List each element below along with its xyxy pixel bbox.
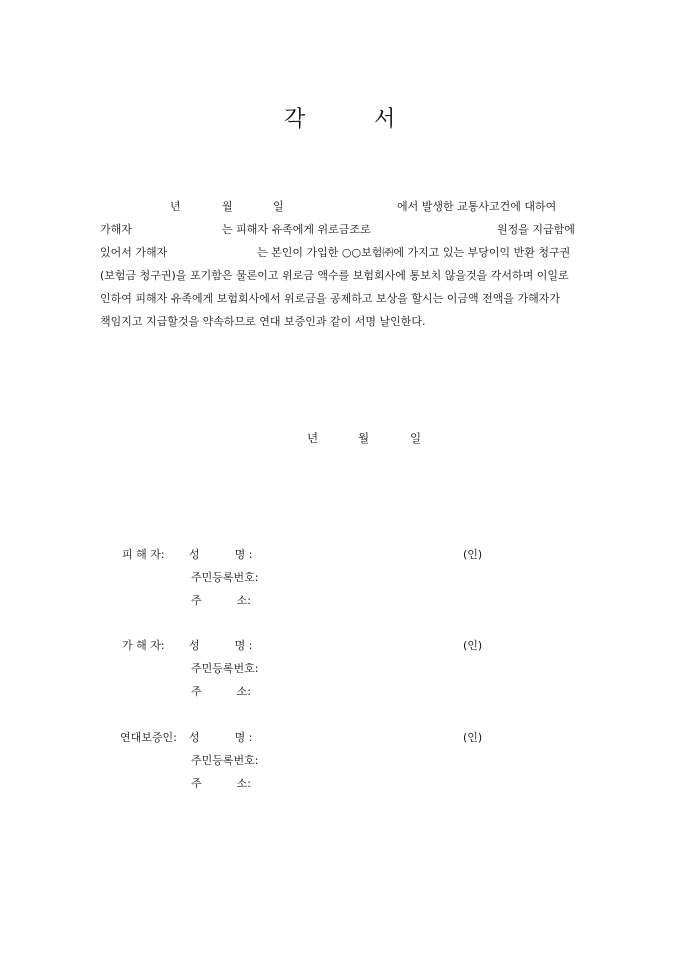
date-month: 월: [358, 431, 370, 445]
line1-month: 월: [222, 200, 233, 213]
title-char-2: 서: [374, 107, 396, 132]
line1-day: 일: [273, 200, 284, 213]
party-role: 연대보증인:: [120, 731, 177, 744]
name-label: 성 명 :: [189, 731, 253, 744]
id-number-label: 주민등록번호:: [191, 571, 259, 584]
line5: 인하여 피해자 유족에게 보험회사에서 위로금을 공제하고 보상을 할시는 이금액 전액을 가해자가: [100, 292, 561, 305]
title-char-1: 각: [284, 107, 306, 132]
line2-head: 가해자: [100, 223, 132, 236]
date-day: 일: [410, 431, 422, 445]
name-label: 성 명 :: [189, 548, 253, 561]
name-label: 성 명 :: [189, 639, 253, 652]
seal-mark: (인): [463, 639, 483, 652]
line3-head: 있어서 가해자: [100, 246, 168, 259]
line2-tail: 원정을 지급함에: [497, 223, 575, 236]
party-role: 가 해 자:: [122, 639, 165, 652]
line4: (보험금 청구권)을 포기함은 물론이고 위로금 액수를 보험회사에 통보치 않을것을 각서하며 이일로: [100, 269, 569, 282]
id-number-label: 주민등록번호:: [191, 754, 259, 767]
address-label: 주 소:: [191, 777, 251, 790]
id-number-label: 주민등록번호:: [191, 662, 259, 675]
line6: 책임지고 지급할것을 약속하므로 연대 보증인과 같이 서명 날인한다.: [100, 315, 426, 328]
address-label: 주 소:: [191, 685, 251, 698]
line2-mid: 는 피해자 유족에게 위로금조로: [222, 223, 371, 236]
seal-mark: (인): [463, 731, 483, 744]
seal-mark: (인): [463, 548, 483, 561]
party-role: 피 해 자:: [122, 548, 165, 561]
line3-tail: 는 본인이 가입한 ○○보험㈜에 가지고 있는 부당이익 반환 청구권: [257, 246, 571, 259]
date-year: 년: [307, 431, 319, 445]
address-label: 주 소:: [191, 594, 251, 607]
line1-year: 년: [170, 200, 181, 213]
line1-tail: 에서 발생한 교통사고건에 대하여: [397, 200, 557, 213]
